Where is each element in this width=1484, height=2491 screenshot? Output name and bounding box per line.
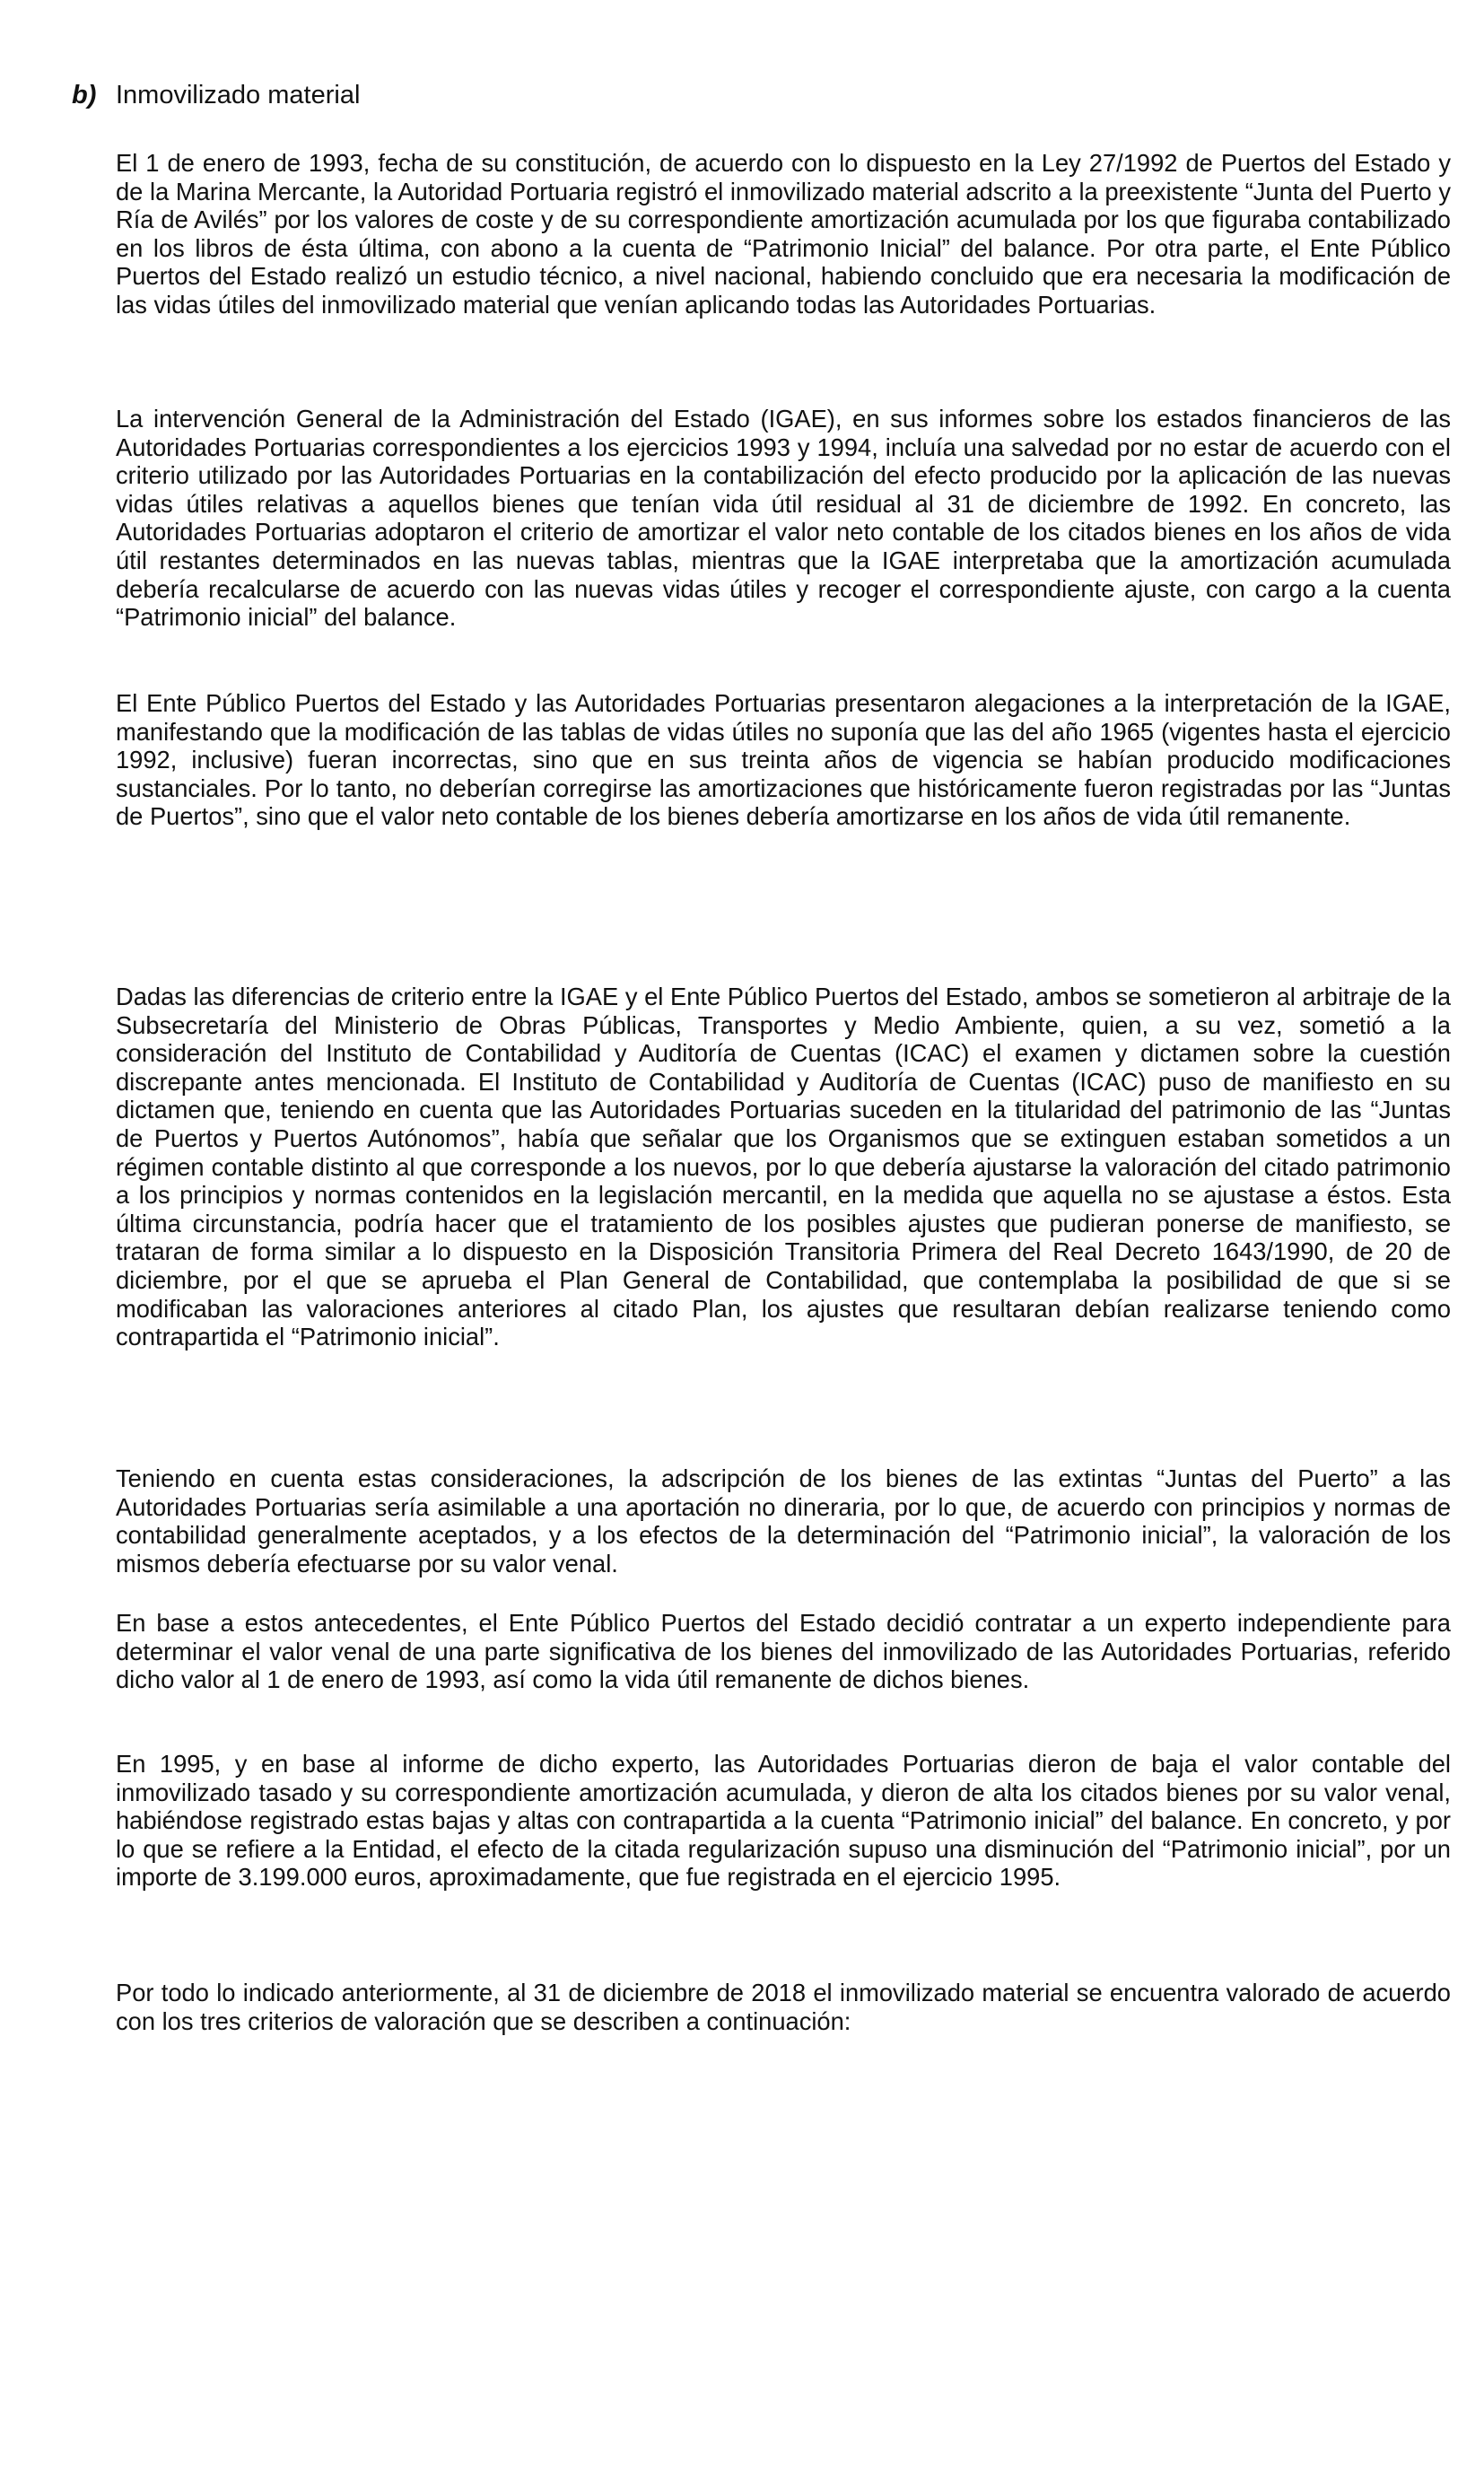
section-heading	[72, 79, 360, 111]
paragraph-independent-expert: En base a estos antecedentes, el Ente Público Puertos del Estado decidió contratar a un experto independiente para determinar el valor venal de una parte significativa de los bienes del inmovilizado de las Autoridades Portuarias, referido dicho valor al 1 de enero de 1993, así como la vida útil remanente de dichos bienes.	[116, 1609, 1451, 1694]
section-title: Inmovilizado material	[116, 81, 361, 109]
paragraph-icac-arbitration: Dadas las diferencias de criterio entre la IGAE y el Ente Público Puertos del Estado, ambos se sometieron al arbitraje de la Subsecretaría del Ministerio de Obras Públicas, Transportes y Medio Ambiente, quien, a su vez, sometió a la consideración del Instituto de Contabilidad y Auditoría de Cuentas (ICAC) el examen y dictamen sobre la cuestión discrepante antes mencionada. El Instituto de Contabilidad y Auditoría de Cuentas (ICAC) puso de manifiesto en su dictamen que, teniendo en cuenta que las Autoridades Portuarias suceden en la titularidad del patrimonio de las “Juntas de Puertos y Puertos Autónomos”, había que señalar que los Organismos que se extinguen estaban sometidos a un régimen contable distinto al que corresponde a los nuevos, por lo que debería ajustarse la valoración del citado patrimonio a los principios y normas contenidos en la legislación mercantil, en la medida que aquella no se ajustase a éstos. Esta última circunstancia, podría hacer que el tratamiento de los posibles ajustes que pudieran ponerse de manifiesto, se trataran de forma similar a lo dispuesto en la Disposición Transitoria Primera del Real Decreto 1643/1990, de 20 de diciembre, por el que se aprueba el Plan General de Contabilidad, que contemplaba la posibilidad de que si se modificaban las valoraciones anteriores al citado Plan, los ajustes que resultaran debían realizarse teniendo como contrapartida el “Patrimonio inicial”.	[116, 983, 1451, 1351]
paragraph-non-monetary-contribution: Teniendo en cuenta estas consideraciones, la adscripción de los bienes de las extintas “Juntas del Puerto” a las Autoridades Portuarias sería asimilable a una aportación no dineraria, por lo que, de acuerdo con principios y normas de contabilidad generalmente aceptados, y a los efectos de la determinación del “Patrimonio inicial”, la valoración de los mismos debería efectuarse por su valor venal.	[116, 1464, 1451, 1578]
section-letter: b)	[72, 81, 97, 109]
paragraph-igae-report: La intervención General de la Administración del Estado (IGAE), en sus informes sobre los estados financieros de las Autoridades Portuarias correspondientes a los ejercicios 1993 y 1994, incluía una salvedad por no estar de acuerdo con el criterio utilizado por las Autoridades Portuarias en la contabilización del efecto producido por la aplicación de las nuevas vidas útiles relativas a aquellos bienes que tenían vida útil residual al 31 de diciembre de 1992. En concreto, las Autoridades Portuarias adoptaron el criterio de amortizar el valor neto contable de los citados bienes en los años de vida útil restantes determinados en las nuevas tablas, mientras que la IGAE interpretaba que la amortización acumulada debería recalcularse de acuerdo con las nuevas vidas útiles y recoger el correspondiente ajuste, con cargo a la cuenta “Patrimonio inicial” del balance.	[116, 405, 1451, 632]
paragraph-regularization-1995: En 1995, y en base al informe de dicho experto, las Autoridades Portuarias dieron de baja el valor contable del inmovilizado tasado y su correspondiente amortización acumulada, y dieron de alta los citados bienes por su valor venal, habiéndose registrado estas bajas y altas con contrapartida a la cuenta “Patrimonio inicial” del balance. En concreto, y por lo que se refiere a la Entidad, el efecto de la citada regularización supuso una disminución del “Patrimonio inicial”, por un importe de 3.199.000 euros, aproximadamente, que fue registrada en el ejercicio 1995.	[116, 1750, 1451, 1892]
paragraph-constitution: El 1 de enero de 1993, fecha de su constitución, de acuerdo con lo dispuesto en la Ley 27/1992 de Puertos del Estado y de la Marina Mercante, la Autoridad Portuaria registró el inmovilizado material adscrito a la preexistente “Junta del Puerto y Ría de Avilés” por los valores de coste y de su correspondiente amortización acumulada por los que figuraba contabilizado en los libros de ésta última, con abono a la cuenta de “Patrimonio Inicial” del balance. Por otra parte, el Ente Público Puertos del Estado realizó un estudio técnico, a nivel nacional, habiendo concluido que era necesaria la modificación de las vidas útiles del inmovilizado material que venían aplicando todas las Autoridades Portuarias.	[116, 149, 1451, 319]
paragraph-valuation-criteria: Por todo lo indicado anteriormente, al 31 de diciembre de 2018 el inmovilizado material se encuentra valorado de acuerdo con los tres criterios de valoración que se describen a continuación:	[116, 1979, 1451, 2035]
paragraph-allegations: El Ente Público Puertos del Estado y las Autoridades Portuarias presentaron alegaciones a la interpretación de la IGAE, manifestando que la modificación de las tablas de vidas útiles no suponía que las del año 1965 (vigentes hasta el ejercicio 1992, inclusive) fueran incorrectas, sino que en sus treinta años de vigencia se habían producido modificaciones sustanciales. Por lo tanto, no deberían corregirse las amortizaciones que históricamente fueron registradas por las “Juntas de Puertos”, sino que el valor neto contable de los bienes debería amortizarse en los años de vida útil remanente.	[116, 689, 1451, 831]
